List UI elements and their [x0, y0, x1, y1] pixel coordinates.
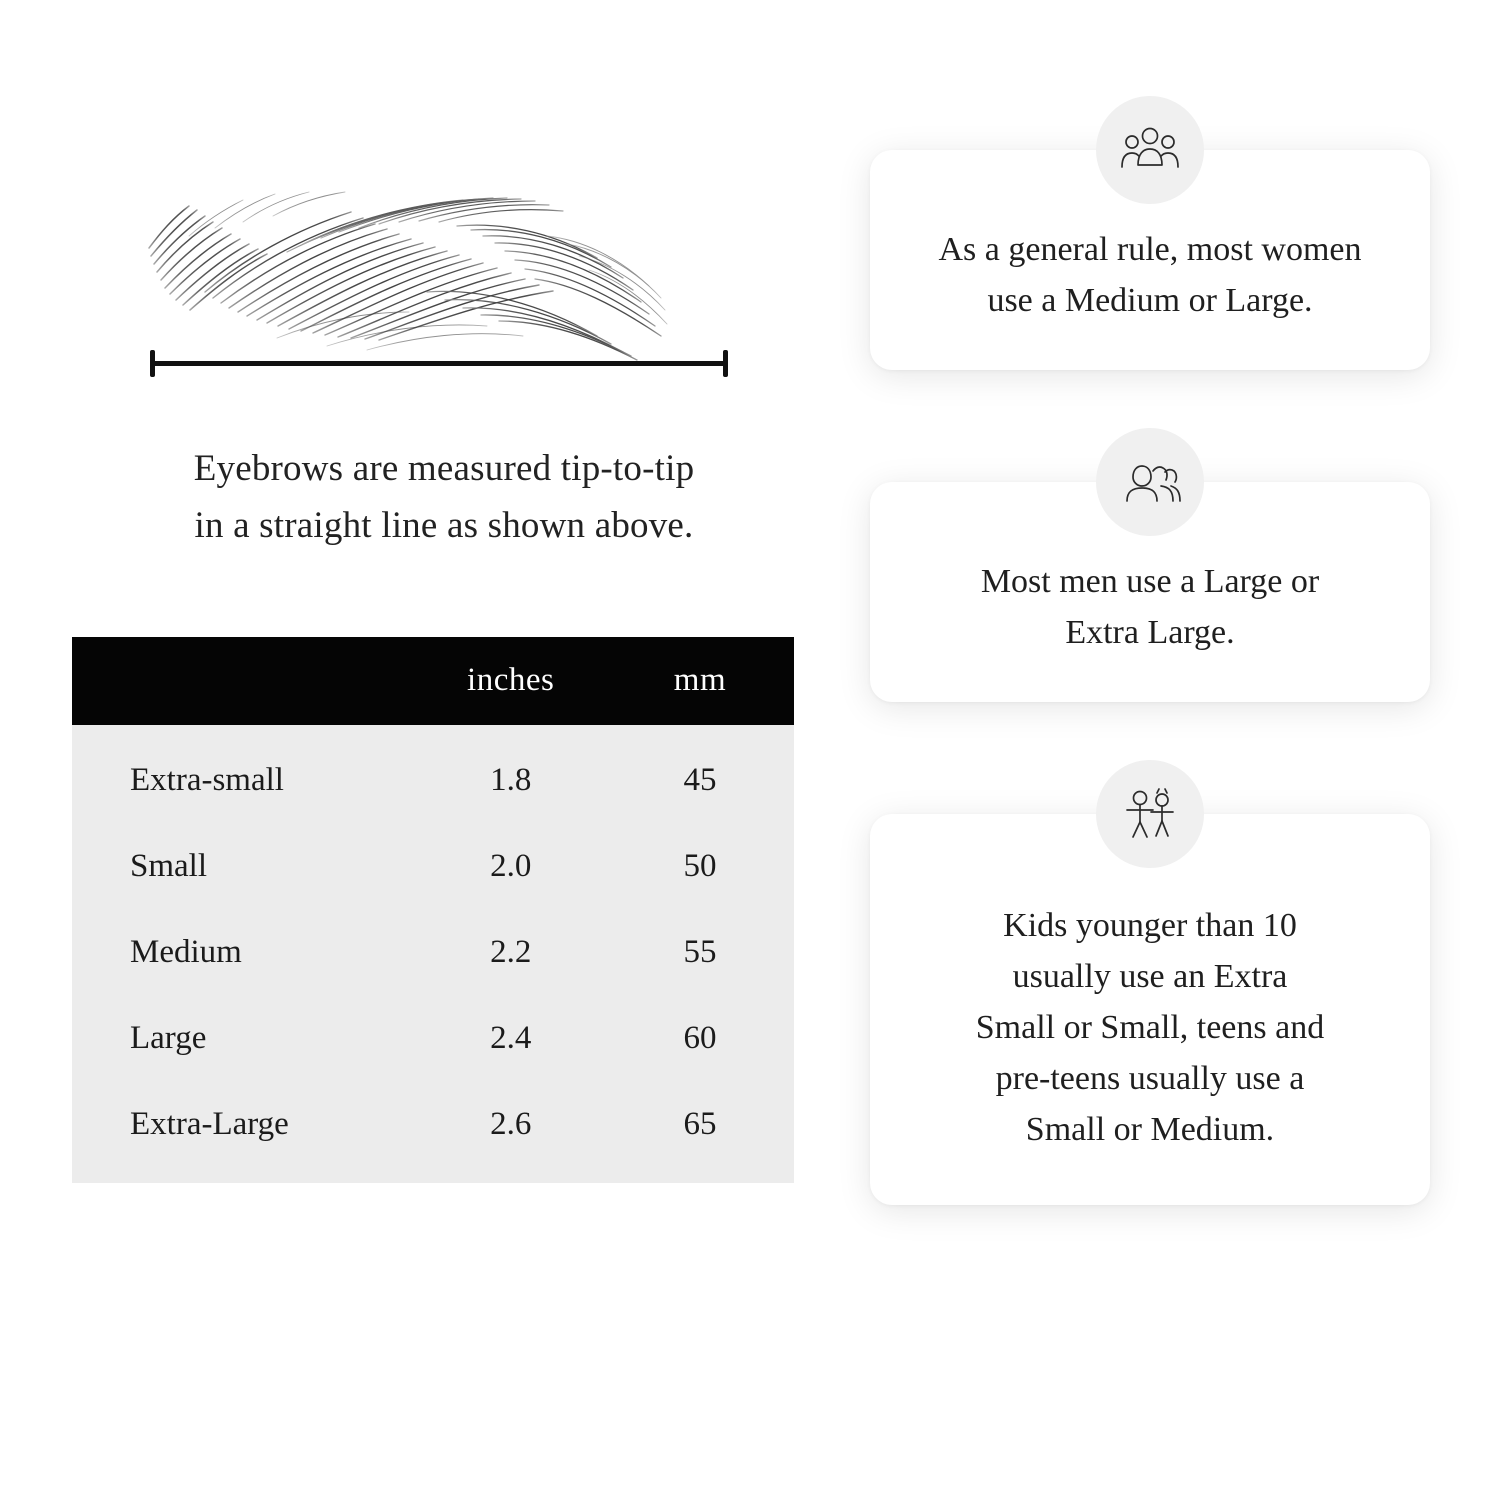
cell-inches: 2.4 [415, 996, 606, 1082]
cell-size-name: Small [72, 824, 415, 910]
table-row [72, 996, 794, 1082]
measurement-caption [134, 440, 754, 555]
measurement-bar [150, 348, 728, 378]
men-group-icon-svg [1119, 455, 1181, 509]
measurement-bar-left-cap [150, 350, 155, 377]
kids-icon [1096, 760, 1204, 868]
women-group-icon [1096, 96, 1204, 204]
eyebrow-svg [127, 140, 747, 370]
note-men-line-1: Most men use a Large or [980, 563, 1320, 600]
note-women-line-2: use a Medium or Large. [987, 282, 1313, 319]
note-women-line-1: As a general rule, most women [938, 231, 1362, 268]
cell-inches: 2.6 [415, 1082, 606, 1183]
cell-mm: 50 [606, 824, 794, 910]
note-card-kids [870, 814, 1430, 1205]
table-row [72, 725, 794, 824]
header-inches: inches [415, 637, 606, 725]
cell-size-name: Extra-Large [72, 1082, 415, 1183]
measurement-bar-right-cap [723, 350, 728, 377]
table-row [72, 910, 794, 996]
cell-mm: 65 [606, 1082, 794, 1183]
header-size-name [72, 637, 415, 725]
cell-inches: 2.0 [415, 824, 606, 910]
cell-size-name: Medium [72, 910, 415, 996]
cell-mm: 55 [606, 910, 794, 996]
measurement-bar-line [150, 361, 728, 366]
cell-size-name: Extra-small [72, 725, 415, 824]
men-group-icon [1096, 428, 1204, 536]
note-block-men [870, 482, 1430, 702]
table-row [72, 1082, 794, 1183]
size-table-body [72, 725, 794, 1183]
table-header-row [72, 637, 794, 725]
caption-line-2: in a straight line as shown above. [194, 505, 694, 547]
left-column [72, 140, 802, 1183]
note-men-line-2: Extra Large. [1065, 614, 1235, 651]
note-kids-line-2: usually use an Extra [1012, 958, 1288, 995]
note-kids-line-5: Small or Medium. [1025, 1111, 1275, 1148]
eyebrow-illustration [127, 140, 747, 370]
note-kids-line-3: Small or Small, teens and [975, 1009, 1325, 1046]
size-table-head [72, 637, 794, 725]
cell-inches: 1.8 [415, 725, 606, 824]
note-block-women [870, 150, 1430, 370]
note-kids-line-1: Kids younger than 10 [1003, 907, 1297, 944]
kids-icon-svg [1121, 786, 1179, 842]
table-row [72, 824, 794, 910]
note-block-kids [870, 814, 1430, 1205]
cell-size-name: Large [72, 996, 415, 1082]
women-group-icon-svg [1119, 123, 1181, 177]
cell-mm: 45 [606, 725, 794, 824]
cell-mm: 60 [606, 996, 794, 1082]
header-mm: mm [606, 637, 794, 725]
cell-inches: 2.2 [415, 910, 606, 996]
size-table [72, 637, 794, 1183]
caption-line-1: Eyebrows are measured tip-to-tip [193, 448, 695, 489]
right-column [870, 150, 1430, 1317]
note-kids-line-4: pre-teens usually use a [995, 1060, 1305, 1097]
